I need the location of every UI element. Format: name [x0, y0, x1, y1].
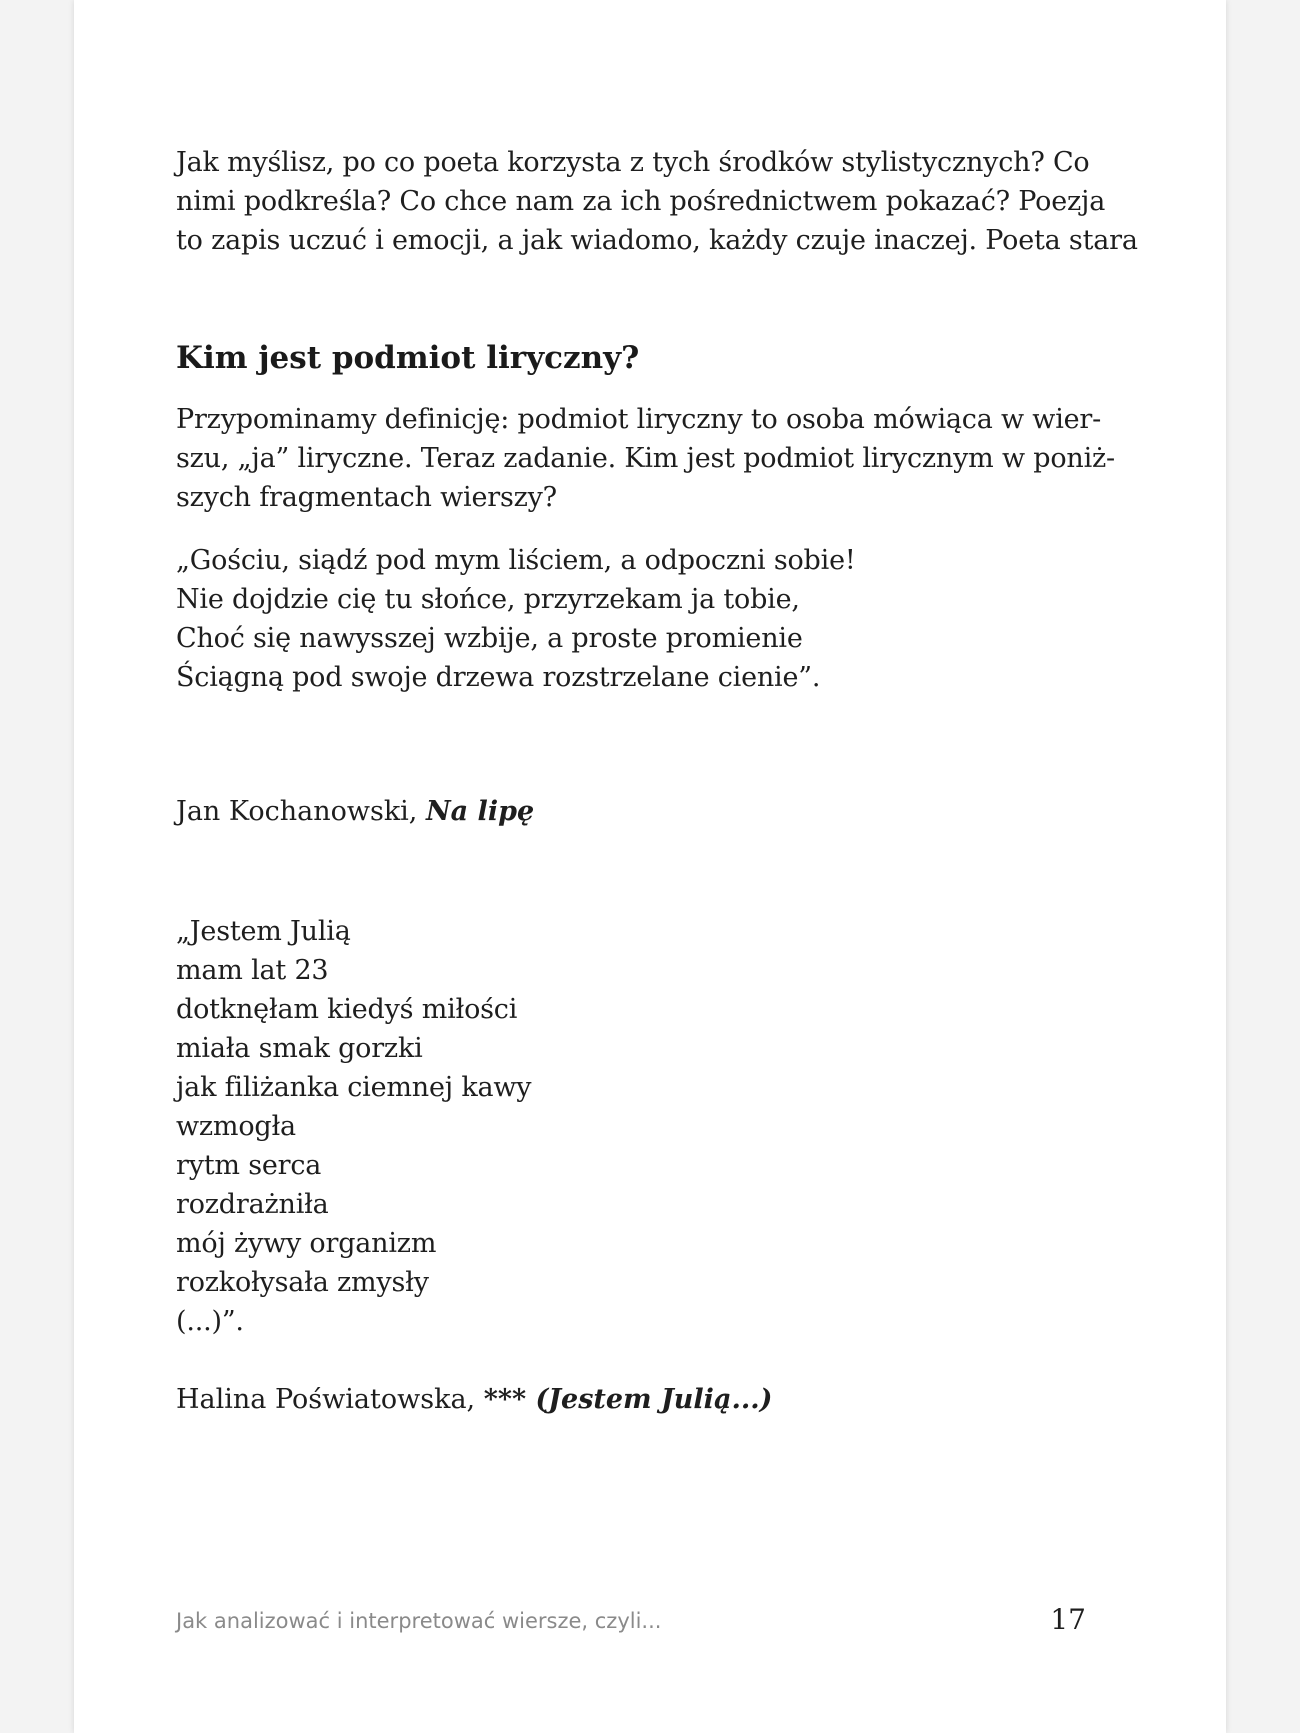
- book-page: [74, 0, 1226, 1733]
- poem-line: mam lat 23: [176, 955, 329, 986]
- poem-line: „Jestem Julią: [176, 916, 351, 947]
- poem-line: wzmogła: [176, 1111, 296, 1142]
- attribution-author: Jan Kochanowski,: [176, 796, 426, 827]
- poem-line: rozkołysała zmysły: [176, 1267, 429, 1298]
- attribution-author: Halina Poświatowska,: [176, 1384, 484, 1415]
- section-heading: Kim jest podmiot liryczny?: [176, 340, 640, 376]
- intro-line: to zapis uczuć i emocji, a jak wiadomo, każdy czuje inaczej. Poeta stara: [176, 225, 1138, 256]
- definition-line: Przypominamy definicję: podmiot liryczny to osoba mówiąca w wier-: [176, 404, 1102, 435]
- definition-paragraph: [176, 400, 1136, 517]
- definition-line: szych fragmentach wierszy?: [176, 482, 557, 513]
- poem-line: miała smak gorzki: [176, 1033, 423, 1064]
- poem-line: rytm serca: [176, 1150, 322, 1181]
- definition-line: szu, „ja” liryczne. Teraz zadanie. Kim jest podmiot lirycznym w poniż-: [176, 443, 1115, 474]
- page-number: 17: [1050, 1603, 1086, 1636]
- poem-line: rozdrażniła: [176, 1189, 329, 1220]
- intro-line: Jak myślisz, po co poeta korzysta z tych środków stylistycznych? Co: [176, 147, 1090, 178]
- poem-line: (...)”.: [176, 1306, 244, 1337]
- poem-line: „Gościu, siądź pod mym liściem, a odpoczni sobie!: [176, 545, 856, 576]
- poem-line: Nie dojdzie cię tu słońce, przyrzekam ja tobie,: [176, 584, 800, 615]
- poem-line: dotknęłam kiedyś miłości: [176, 994, 518, 1025]
- poem-line: jak filiżanka ciemnej kawy: [176, 1072, 532, 1103]
- poem-kochanowski-attribution: [176, 796, 534, 827]
- poem-poswiatowska-attribution: [176, 1384, 772, 1415]
- poem-line: mój żywy organizm: [176, 1228, 437, 1259]
- poem-poswiatowska: [176, 912, 1136, 1341]
- poem-line: Choć się nawysszej wzbije, a proste promienie: [176, 623, 803, 654]
- intro-paragraph: [176, 143, 1136, 260]
- attribution-title: Na lipę: [425, 796, 535, 827]
- attribution-title: *** (Jestem Julią...): [483, 1384, 773, 1415]
- running-title: Jak analizować i interpretować wiersze, czyli...: [176, 1609, 662, 1633]
- intro-line: nimi podkreśla? Co chce nam za ich pośrednictwem pokazać? Poezja: [176, 186, 1106, 217]
- poem-kochanowski: [176, 541, 1136, 697]
- poem-line: Ściągną pod swoje drzewa rozstrzelane cienie”.: [176, 662, 821, 693]
